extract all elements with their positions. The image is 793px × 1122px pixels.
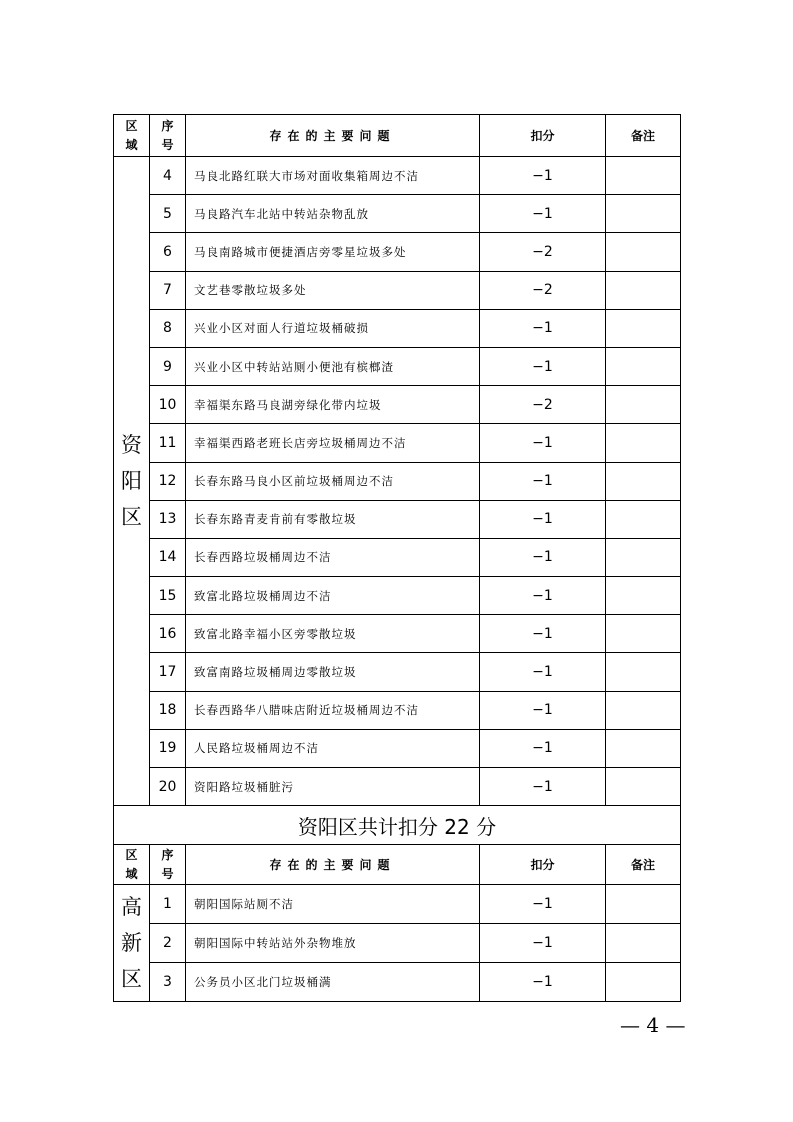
remark-cell [606,691,681,729]
issue-cell: 长春东路马良小区前垃圾桶周边不洁 [186,462,480,500]
table-row [114,386,681,424]
total-row [114,806,681,845]
seq-cell: 8 [150,309,186,347]
seq-cell: 17 [150,653,186,691]
issue-cell: 兴业小区中转站站厕小便池有槟榔渣 [186,347,480,385]
table-row [114,347,681,385]
seq-cell: 1 [150,885,186,924]
issue-cell: 致富北路幸福小区旁零散垃圾 [186,615,480,653]
issue-cell: 公务员小区北门垃圾桶满 [186,963,480,1002]
remark-cell [606,271,681,309]
remark-cell [606,538,681,576]
deduction-cell: −1 [480,885,606,924]
table-row [114,653,681,691]
deduction-cell: −1 [480,577,606,615]
seq-cell: 2 [150,924,186,963]
issue-cell: 资阳路垃圾桶脏污 [186,768,480,806]
issue-cell: 长春东路青麦肯前有零散垃圾 [186,500,480,538]
remark-cell [606,885,681,924]
issue-cell: 人民路垃圾桶周边不洁 [186,729,480,767]
table-row [114,768,681,806]
region-char: 区 [121,967,142,992]
deduction-cell: −1 [480,462,606,500]
header-remark: 备注 [606,115,681,157]
issue-cell: 致富北路垃圾桶周边不洁 [186,577,480,615]
deduction-cell: −1 [480,538,606,576]
region-char: 区 [121,505,142,530]
deduction-cell: −2 [480,386,606,424]
seq-cell: 5 [150,195,186,233]
region-char: 资 [121,433,142,458]
seq-cell: 15 [150,577,186,615]
issue-cell: 长春西路垃圾桶周边不洁 [186,538,480,576]
deduction-cell: −1 [480,500,606,538]
remark-cell [606,347,681,385]
table-row [114,924,681,963]
seq-cell: 12 [150,462,186,500]
deduction-cell: −2 [480,233,606,271]
table-row [114,424,681,462]
issue-cell: 兴业小区对面人行道垃圾桶破损 [186,309,480,347]
remark-cell [606,729,681,767]
region-cell [114,885,150,1002]
table-row [114,462,681,500]
remark-cell [606,309,681,347]
seq-cell: 4 [150,157,186,195]
remark-cell [606,615,681,653]
table-row [114,577,681,615]
inspection-table [113,114,681,1002]
issue-cell: 朝阳国际中转站站外杂物堆放 [186,924,480,963]
remark-cell [606,195,681,233]
remark-cell [606,500,681,538]
header-issue: 存在的主要问题 [186,115,480,157]
issue-cell: 马良北路红联大市场对面收集箱周边不洁 [186,157,480,195]
table-row [114,729,681,767]
seq-cell: 14 [150,538,186,576]
header-seq: 序 号 [150,845,186,885]
region-char: 新 [121,931,142,956]
table-row [114,885,681,924]
issue-cell: 幸福渠东路马良湖旁绿化带内垃圾 [186,386,480,424]
seq-cell: 13 [150,500,186,538]
header-region: 区 域 [114,845,150,885]
seq-cell: 18 [150,691,186,729]
deduction-cell: −1 [480,157,606,195]
issue-cell: 朝阳国际站厕不洁 [186,885,480,924]
table-row [114,195,681,233]
deduction-cell: −1 [480,963,606,1002]
region-cell [114,157,150,806]
header-region: 区 域 [114,115,150,157]
remark-cell [606,386,681,424]
seq-cell: 6 [150,233,186,271]
header-issue: 存在的主要问题 [186,845,480,885]
header-remark: 备注 [606,845,681,885]
remark-cell [606,963,681,1002]
seq-cell: 10 [150,386,186,424]
issue-cell: 致富南路垃圾桶周边零散垃圾 [186,653,480,691]
deduction-cell: −2 [480,271,606,309]
page-number: — 4 — [620,1013,686,1037]
deduction-cell: −1 [480,691,606,729]
table-header-row [114,845,681,885]
header-deduction: 扣分 [480,845,606,885]
region-char: 高 [121,895,142,920]
header-deduction: 扣分 [480,115,606,157]
table-row [114,157,681,195]
deduction-cell: −1 [480,615,606,653]
seq-cell: 7 [150,271,186,309]
remark-cell [606,653,681,691]
deduction-cell: −1 [480,347,606,385]
table-header-row [114,115,681,157]
deduction-cell: −1 [480,424,606,462]
table-row [114,615,681,653]
table-row [114,963,681,1002]
deduction-cell: −1 [480,309,606,347]
deduction-cell: −1 [480,653,606,691]
table-row [114,233,681,271]
issue-cell: 长春西路华八腊味店附近垃圾桶周边不洁 [186,691,480,729]
issue-cell: 马良路汽车北站中转站杂物乱放 [186,195,480,233]
remark-cell [606,233,681,271]
table-row [114,271,681,309]
table-row [114,500,681,538]
seq-cell: 20 [150,768,186,806]
remark-cell [606,157,681,195]
seq-cell: 11 [150,424,186,462]
remark-cell [606,462,681,500]
issue-cell: 幸福渠西路老班长店旁垃圾桶周边不洁 [186,424,480,462]
remark-cell [606,424,681,462]
seq-cell: 19 [150,729,186,767]
seq-cell: 16 [150,615,186,653]
header-seq: 序 号 [150,115,186,157]
deduction-cell: −1 [480,768,606,806]
deduction-cell: −1 [480,195,606,233]
issue-cell: 马良南路城市便捷酒店旁零星垃圾多处 [186,233,480,271]
region-char: 阳 [121,469,142,494]
table-row [114,691,681,729]
total-text: 资阳区共计扣分 22 分 [114,806,681,845]
remark-cell [606,924,681,963]
table-row [114,538,681,576]
deduction-cell: −1 [480,924,606,963]
deduction-cell: −1 [480,729,606,767]
remark-cell [606,768,681,806]
seq-cell: 9 [150,347,186,385]
seq-cell: 3 [150,963,186,1002]
issue-cell: 文艺巷零散垃圾多处 [186,271,480,309]
remark-cell [606,577,681,615]
table-row [114,309,681,347]
